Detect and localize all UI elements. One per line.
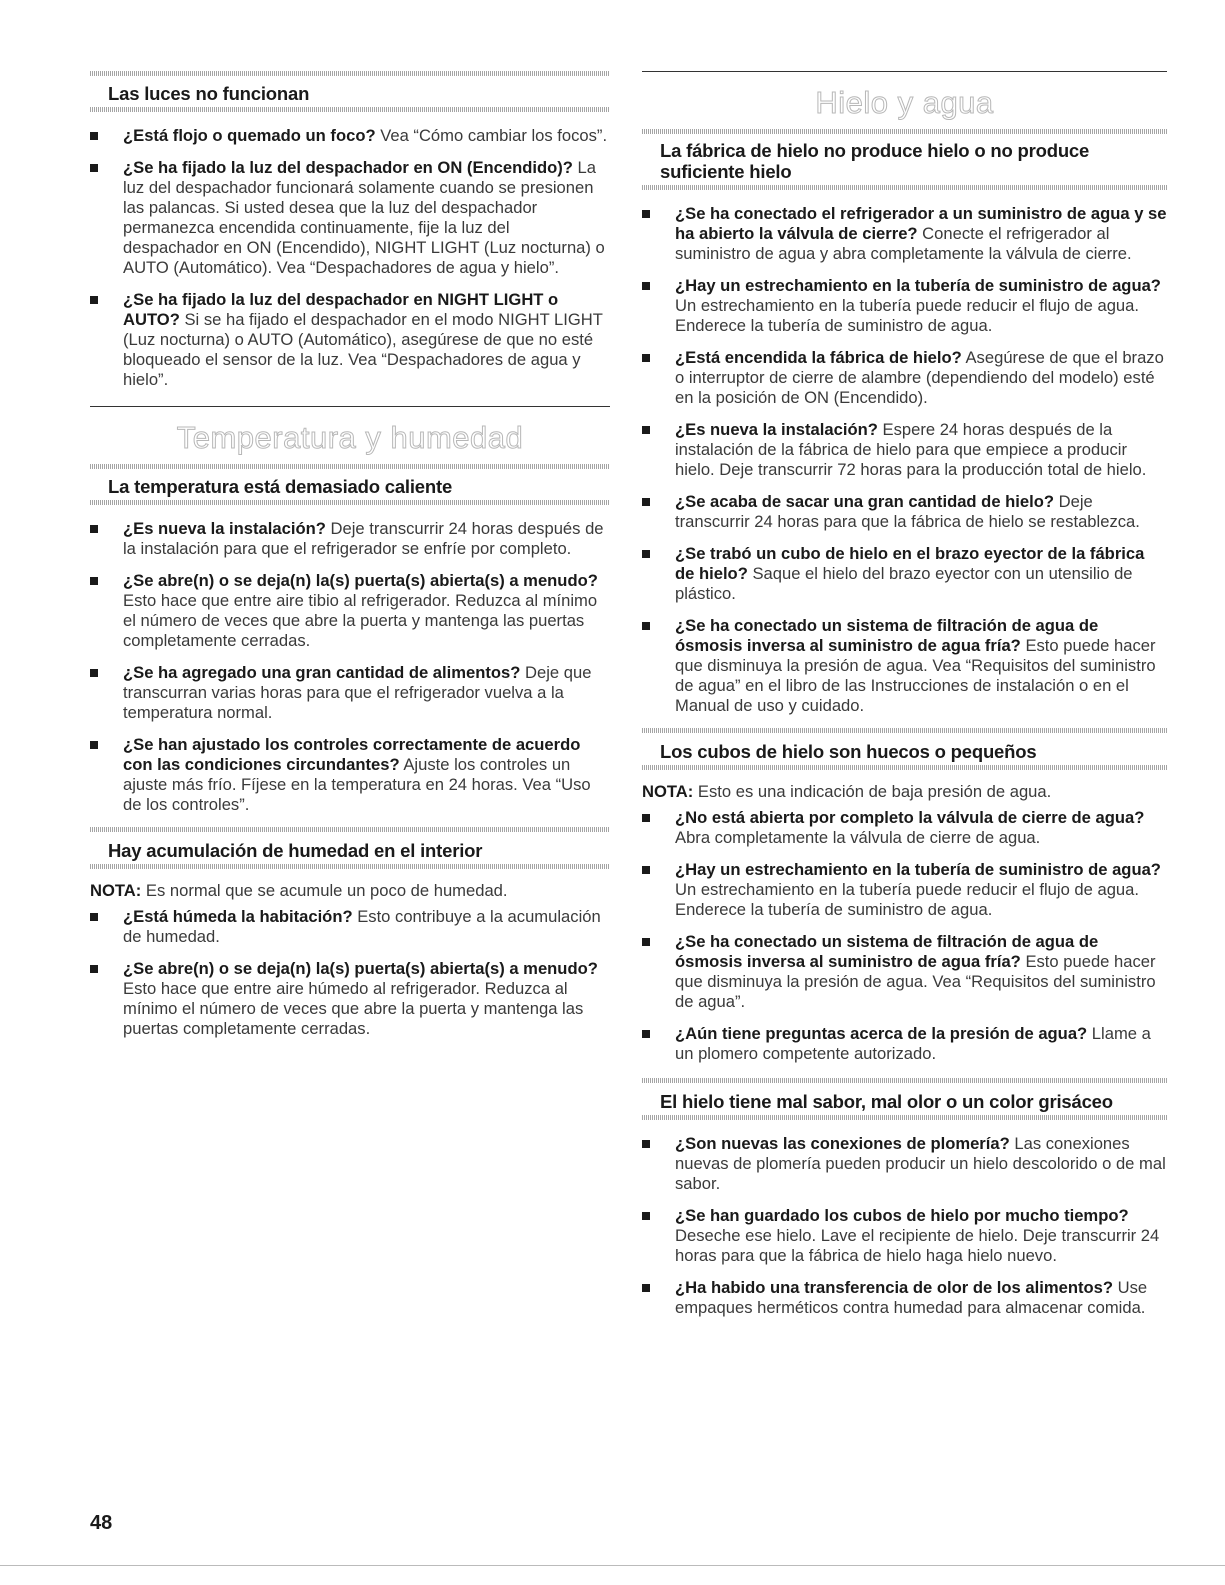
bullet-icon [642,550,650,558]
section-divider [90,406,610,407]
bullet-icon [642,1030,650,1038]
left-column [90,0,610,1039]
bullet-icon [90,525,98,533]
right-column [642,0,1167,1318]
divider [90,827,610,832]
list-item: ¿Se ha conectado un sistema de filtración de agua de ósmosis inversa al suministro de agua fría? Esto puede hacer que disminuya la presión de agua. Vea “Requisitos del suministro de agua” en el libro de las Instrucciones de instalación o en el Manual de uso y cuidado. [642,616,1167,716]
divider [90,464,610,469]
list-item: ¿Aún tiene preguntas acerca de la presión de agua? Llame a un plomero competente autorizado. [642,1024,1167,1064]
note: NOTA: Esto es una indicación de baja presión de agua. [642,782,1052,801]
list-item: ¿Es nueva la instalación? Deje transcurrir 24 horas después de la instalación para que el refrigerador se enfríe por completo. [90,519,610,559]
heading-icemaker: La fábrica de hielo no produce hielo o no produce suficiente hielo [660,140,1090,182]
list-item: ¿Se ha conectado el refrigerador a un suministro de agua y se ha abierto la válvula de cierre? Conecte el refrigerador al suministro de agua y abra completamente la válvula de cierre. [642,204,1167,264]
bullet-icon [642,866,650,874]
list-item: ¿Hay un estrechamiento en la tubería de suministro de agua? Un estrechamiento en la tubería puede reducir el flujo de agua. Enderece la tubería de suministro de agua. [642,276,1167,336]
list-item: ¿Se abre(n) o se deja(n) la(s) puerta(s) abierta(s) a menudo? Esto hace que entre aire tibio al refrigerador. Reduzca al mínimo el número de veces que abre la puerta y mantenga las puertas completamente cerradas. [90,571,610,651]
divider [90,107,610,112]
bullet-icon [642,938,650,946]
bullet-icon [642,426,650,434]
list-item: ¿Se ha fijado la luz del despachador en NIGHT LIGHT o AUTO? Si se ha fijado el despachador en el modo NIGHT LIGHT (Luz nocturna) o AUTO (Automático), asegúrese de que no esté bloqueado el sensor de la luz. Vea “Despachadores de agua y hielo”. [90,290,610,390]
list-item: ¿Son nuevas las conexiones de plomería? Las conexiones nuevas de plomería pueden producir un hielo descolorido o de mal sabor. [642,1134,1167,1194]
section-title: Hielo y agua [815,85,994,120]
bullet-icon [642,210,650,218]
bullet-icon [90,669,98,677]
bullet-icon [642,622,650,630]
divider [90,864,610,869]
bullet-icon [642,498,650,506]
heading-taste: El hielo tiene mal sabor, mal olor o un color grisáceo [660,1091,1113,1112]
bullet-icon [642,1284,650,1292]
heading-temperature: La temperatura está demasiado caliente [108,476,453,497]
bullet-icon [90,965,98,973]
list-item: ¿Se han guardado los cubos de hielo por mucho tiempo? Deseche ese hielo. Lave el recipiente de hielo. Deje transcurrir 24 horas para que la fábrica de hielo haga hielo nuevo. [642,1206,1167,1266]
divider [642,728,1167,733]
list-item: ¿Es nueva la instalación? Espere 24 horas después de la instalación de la fábrica de hielo para que empiece a producir hielo. Deje transcurrir 72 horas para la producción total de hielo. [642,420,1167,480]
list-item: ¿Se han ajustado los controles correctamente de acuerdo con las condiciones circundantes? Ajuste los controles un ajuste más frío. Fíjese en la temperatura en 24 horas. Vea “Uso de los controles”. [90,735,610,815]
bullet-icon [642,1212,650,1220]
list-item: ¿Ha habido una transferencia de olor de los alimentos? Use empaques herméticos contra humedad para almacenar comida. [642,1278,1167,1318]
list-item: ¿Se acaba de sacar una gran cantidad de hielo? Deje transcurrir 24 horas para que la fábrica de hielo se restablezca. [642,492,1167,532]
list-item: ¿Está húmeda la habitación? Esto contribuye a la acumulación de humedad. [90,907,610,947]
bullet-icon [90,296,98,304]
section-title: Temperatura y humedad [176,420,524,455]
list-item: ¿Se abre(n) o se deja(n) la(s) puerta(s) abierta(s) a menudo? Esto hace que entre aire húmedo al refrigerador. Reduzca al mínimo el número de veces que abre la puerta y mantenga las puertas completamente cerradas. [90,959,610,1039]
divider [642,1115,1167,1120]
divider [90,500,610,505]
list-item: ¿Hay un estrechamiento en la tubería de suministro de agua? Un estrechamiento en la tubería puede reducir el flujo de agua. Enderece la tubería de suministro de agua. [642,860,1167,920]
heading-lights: Las luces no funcionan [108,83,310,104]
list-item: ¿Está flojo o quemado un foco? Vea “Cómo cambiar los focos”. [90,126,610,146]
list-item: ¿No está abierta por completo la válvula de cierre de agua? Abra completamente la válvula de cierre de agua. [642,808,1167,848]
divider [90,71,610,76]
list-item: ¿Está encendida la fábrica de hielo? Asegúrese de que el brazo o interruptor de cierre de alambre (dependiendo del modelo) esté en la posición de ON (Encendido). [642,348,1167,408]
list-item: ¿Se trabó un cubo de hielo en el brazo eyector de la fábrica de hielo? Saque el hielo del brazo eyector con un utensilio de plástico. [642,544,1167,604]
bullet-icon [642,354,650,362]
heading-humidity: Hay acumulación de humedad en el interior [108,840,483,861]
bullet-icon [90,164,98,172]
list-item: ¿Se ha agregado una gran cantidad de alimentos? Deje que transcurran varias horas para que el refrigerador vuelva a la temperatura normal. [90,663,610,723]
divider [642,185,1167,190]
section-divider [642,71,1167,72]
bullet-icon [90,913,98,921]
bullet-icon [90,577,98,585]
bullet-icon [642,282,650,290]
bullet-icon [90,741,98,749]
note: NOTA: Es normal que se acumule un poco de humedad. [90,881,508,900]
bullet-icon [642,814,650,822]
page-bottom-rule [0,1565,1225,1566]
heading-hollow: Los cubos de hielo son huecos o pequeños [660,741,1037,762]
bullet-icon [90,132,98,140]
list-item: ¿Se ha fijado la luz del despachador en ON (Encendido)? La luz del despachador funcionará solamente cuando se presionen las palancas. Si usted desea que la luz del despachador permanezca encendida continuamente, fije la luz del despachador en ON (Encendido), NIGHT LIGHT (Luz nocturna) o AUTO (Automático). Vea “Despachadores de agua y hielo”. [90,158,610,278]
divider [642,765,1167,770]
list-item: ¿Se ha conectado un sistema de filtración de agua de ósmosis inversa al suministro de agua fría? Esto puede hacer que disminuya la presión de agua. Vea “Requisitos del suministro de agua”. [642,932,1167,1012]
page-number: 48 [90,1512,113,1534]
divider [642,1078,1167,1083]
bullet-icon [642,1140,650,1148]
divider [642,129,1167,134]
